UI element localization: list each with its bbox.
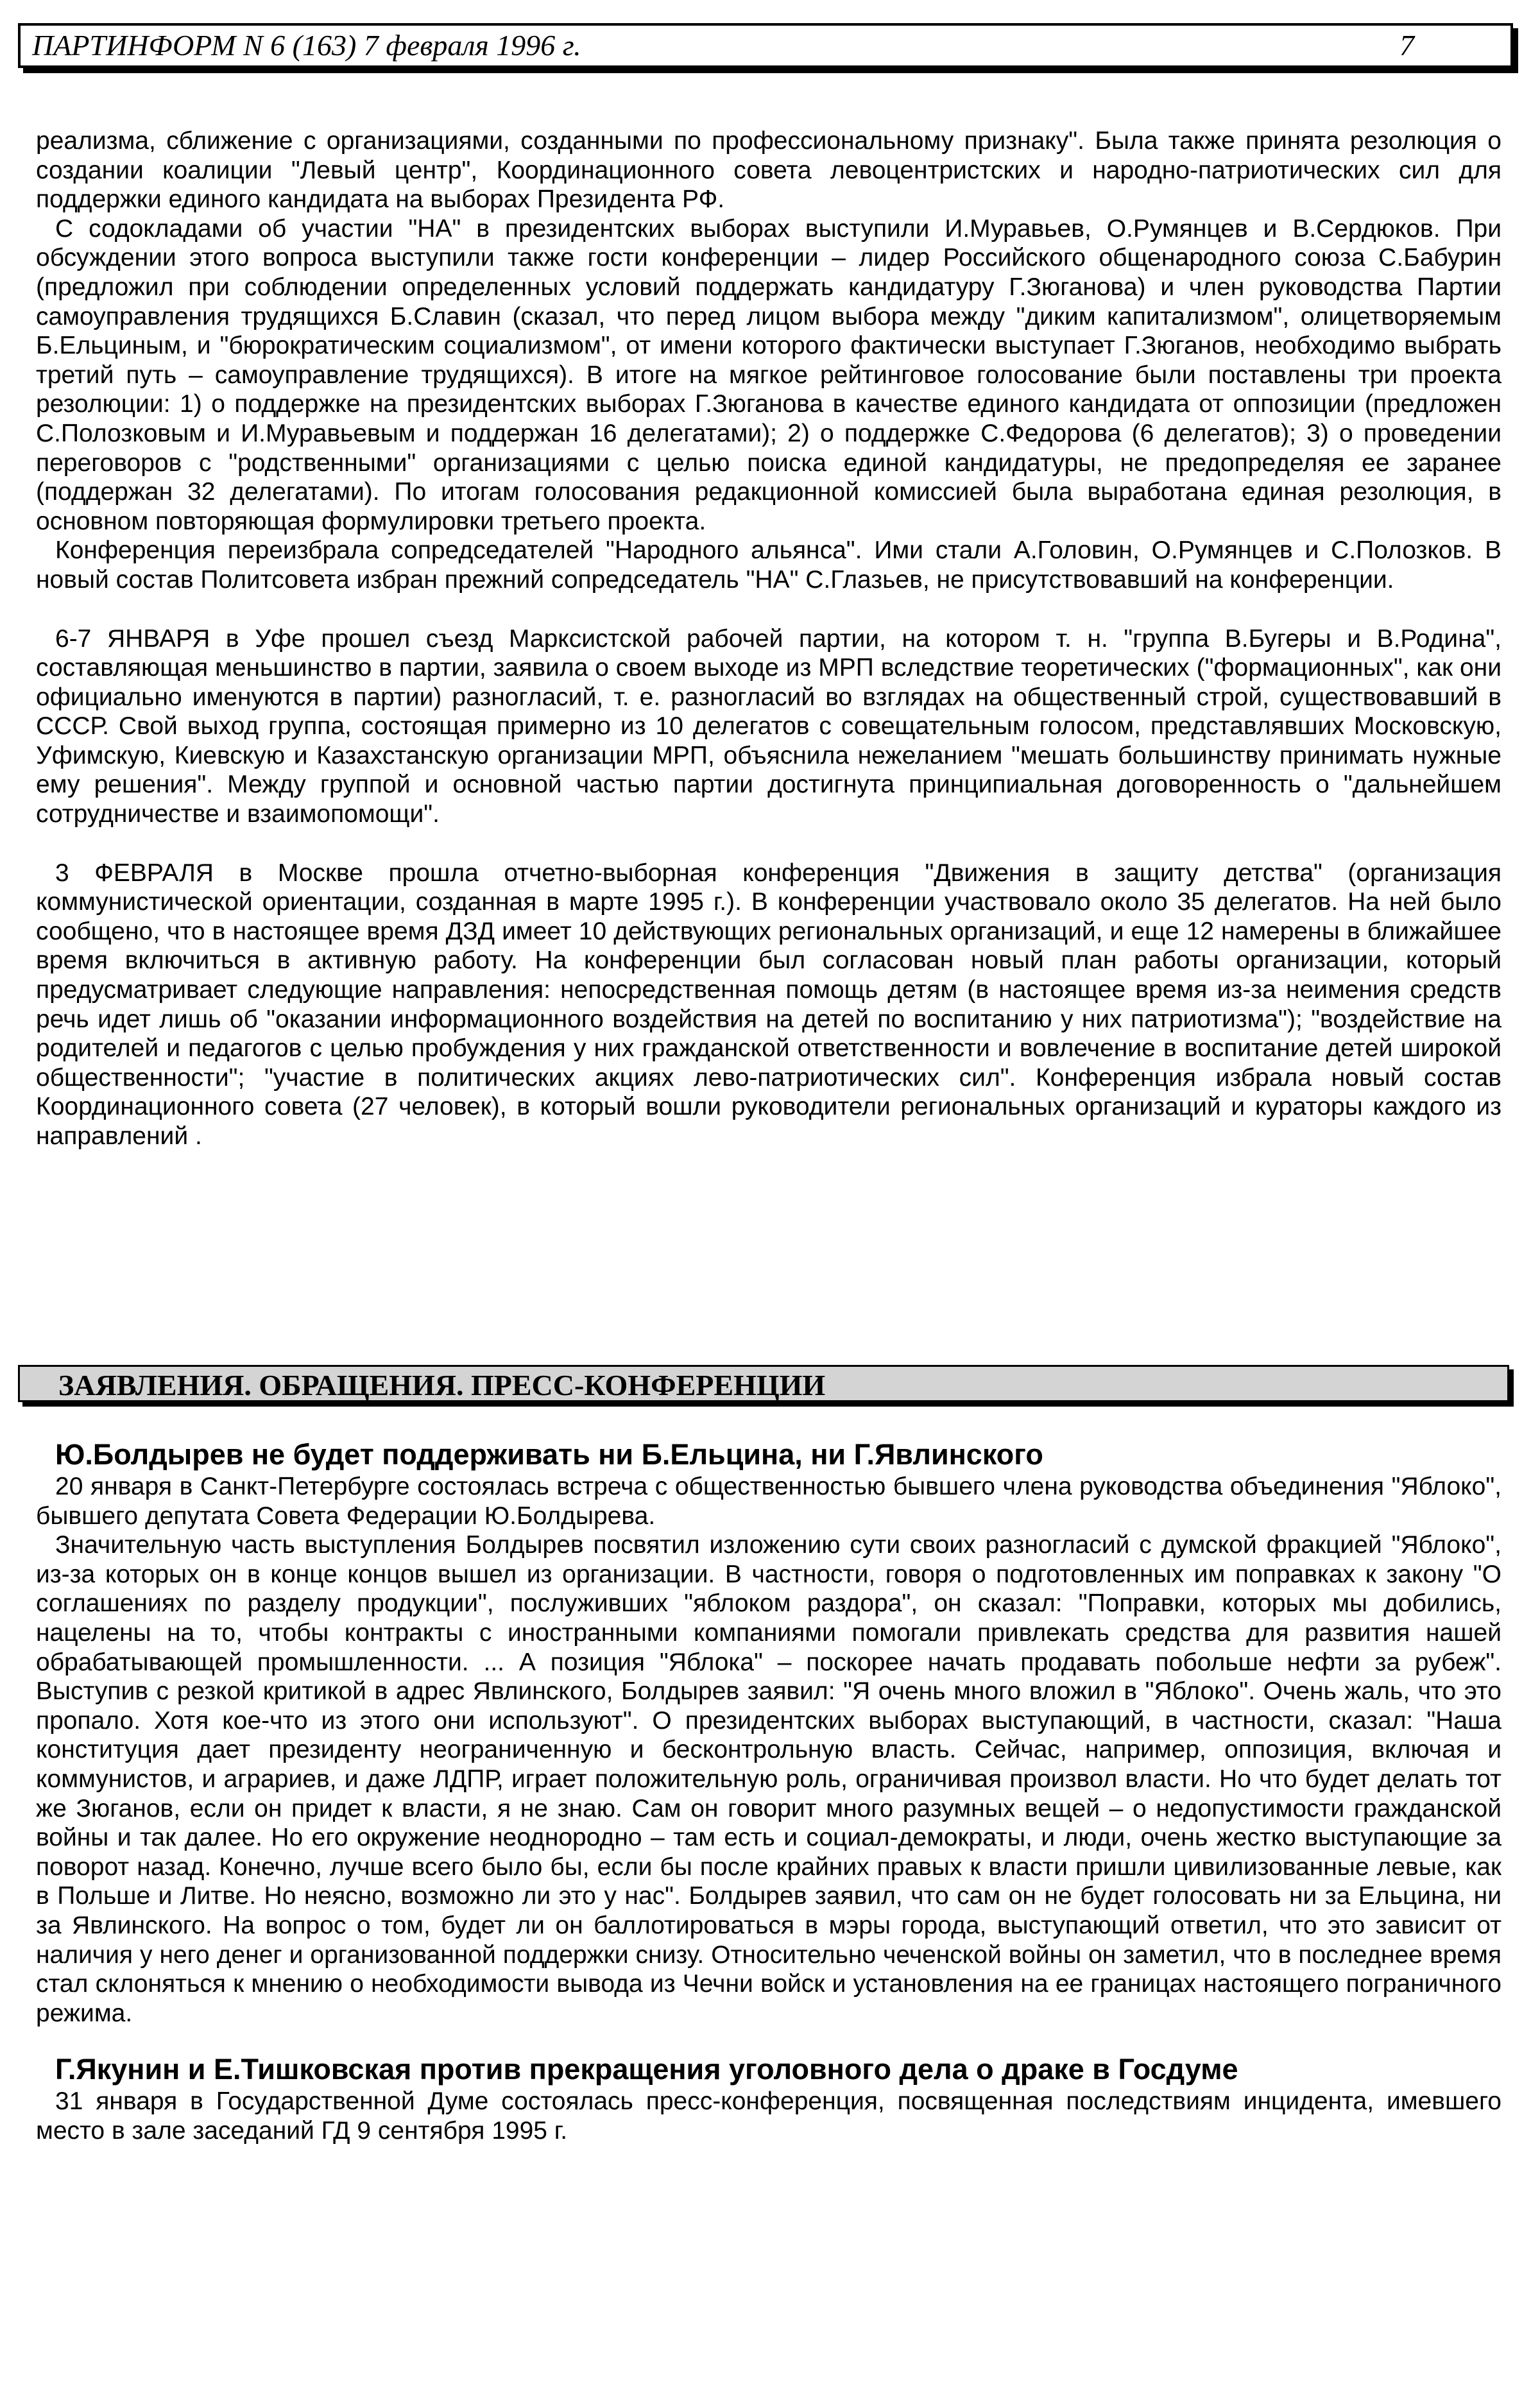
- publication-title: ПАРТИНФОРМ N 6 (163) 7 февраля 1996 г.: [32, 29, 581, 62]
- paragraph: 3 ФЕВРАЛЯ в Москве прошла отчетно-выборная конференция "Движения в защиту детства" (организация коммунистической ориентации, созданная в марте 1995 г.). В конференции участвовало около 35 делегатов. На ней было сообщено, что в настоящее время ДЗД имеет 10 действующих региональных организаций, и еще 12 намерены в ближайшее время включиться в активную работу. На конференции был согласован новый план работы организации, который предусматривает следующие направления: непосредственная помощь детям (в настоящее время из-за неимения средств речь идет лишь об "оказании информационного воздействия на детей по воспитанию у них патриотизма"); "воздействие на родителей и педагогов с целью пробуждения у них гражданской ответственности и вовлечение в воспитание детей широкой общественности"; "участие в политических акциях лево-патриотических сил". Конференция избрала новый состав Координационного совета (27 человек), в который вошли руководители региональных организаций и кураторы каждого из направлений .: [36, 859, 1502, 1150]
- article-headline: Г.Якунин и Е.Тишковская против прекращения уголовного дела о драке в Госдуме: [55, 2053, 1238, 2086]
- page-number: 7: [1399, 29, 1414, 62]
- page-header: [18, 23, 1513, 68]
- section-heading: ЗАЯВЛЕНИЯ. ОБРАЩЕНИЯ. ПРЕСС-КОНФЕРЕНЦИИ: [18, 1365, 1509, 1402]
- paragraph: Конференция переизбрала сопредседателей "Народного альянса". Ими стали А.Головин, О.Румянцев и С.Полозков. В новый состав Политсовета избран прежний сопредседатель "НА" С.Глазьев, не присутствовавший на конференции.: [36, 536, 1502, 594]
- articles: [36, 1437, 1502, 2145]
- paragraph: 31 января в Государственной Думе состоялась пресс-конференция, посвященная последствиям инцидента, имевшего место в зале заседаний ГД 9 сентября 1995 г.: [36, 2087, 1502, 2145]
- article-headline: Ю.Болдырев не будет поддерживать ни Б.Ельцина, ни Г.Явлинского: [55, 1438, 1043, 1471]
- paragraph: С содокладами об участии "НА" в президентских выборах выступили И.Муравьев, О.Румянцев и В.Сердюков. При обсуждении этого вопроса выступили также гости конференции – лидер Российского общенародного союза С.Бабурин (предложил при соблюдении определенных условий поддержать кандидатуру Г.Зюганова) и член руководства Партии самоуправления трудящихся Б.Славин (сказал, что перед лицом выбора между "диким капитализмом", олицетворяемым Б.Ельциным, и "бюрократическим социализмом", от имени которого фактически выступает Г.Зюганов, необходимо выбрать третий путь – самоуправление трудящихся). В итоге на мягкое рейтинговое голосование были поставлены три проекта резолюции: 1) о поддержке на президентских выборах Г.Зюганова в качестве единого кандидата от оппозиции (предложен С.Полозковым и И.Муравьевым и поддержан 16 делегатами); 2) о поддержке С.Федорова (6 делегатов); 3) о проведении переговоров с "родственными" организациями с целью поиска единой кандидатуры, не предопределяя ее заранее (поддержан 32 делегатами). По итогам голосования редакционной комиссией была выработана единая резолюция, в основном повторяющая формулировки третьего проекта.: [36, 214, 1502, 535]
- paragraph: Значительную часть выступления Болдырев посвятил изложению сути своих разногласий с думской фракцией "Яблоко", из-за которых он в конце концов вышел из организации. В частности, говоря о подготовленных им поправках к закону "О соглашениях по разделу продукции", послуживших "яблоком раздора", он сказал: "Поправки, которых мы добились, нацелены на то, чтобы контракты с иностранными компаниями помогали привлекать средства для развития нашей обрабатывающей промышленности. ... А позиция "Яблока" – поскорее начать продавать побольше нефти за рубеж". Выступив с резкой критикой в адрес Явлинского, Болдырев заявил: "Я очень много вложил в "Яблоко". Очень жаль, что это пропало. Хотя кое-что из этого они используют". О президентских выборах выступающий, в частности, сказал: "Наша конституция дает президенту неограниченную и бесконтрольную власть. Сейчас, например, оппозиция, включая и коммунистов, и аграриев, и даже ЛДПР, играет положительную роль, ограничивая произвол власти. Но что будет делать тот же Зюганов, если он придет к власти, я не знаю. Сам он говорит много разумных вещей – о недопустимости гражданской войны и так далее. Но его окружение неоднородно – там есть и социал-демократы, и люди, очень жестко выступающие за поворот назад. Конечно, лучше всего было бы, если бы после крайних правых к власти пришли цивилизованные левые, как в Польше и Литве. Но неясно, возможно ли это у нас". Болдырев заявил, что сам он не будет голосовать ни за Ельцина, ни за Явлинского. На вопрос о том, будет ли он баллотироваться в мэры города, выступающий ответил, что это зависит от наличия у него денег и организованной поддержки снизу. Относительно чеченской войны он заметил, что в последнее время стал склоняться к мнению о необходимости вывода из Чечни войск и установления на ее границах настоящего пограничного режима.: [36, 1531, 1502, 2027]
- paragraph: 20 января в Санкт-Петербурге состоялась встреча с общественностью бывшего члена руководства объединения "Яблоко", бывшего депутата Совета Федерации Ю.Болдырева.: [36, 1473, 1502, 1530]
- paragraph: 6-7 ЯНВАРЯ в Уфе прошел съезд Марксистской рабочей партии, на котором т. н. "группа В.Бугеры и В.Родина", составляющая меньшинство в партии, заявила о своем выходе из МРП вследствие теоретических ("формационных", как они официально именуются в партии) разногласий, т. е. разногласий во взглядах на общественный строй, существовавший в СССР. Свой выход группа, состоящая примерно из 10 делегатов с совещательным голосом, представлявших Московскую, Уфимскую, Киевскую и Казахстанскую организации МРП, объяснила нежеланием "мешать большинству принимать нужные ему решения". Между группой и основной частью партии достигнута принципиальная договоренность о "дальнейшем сотрудничестве и взаимопомощи".: [36, 624, 1502, 828]
- block-1: [36, 126, 1502, 1151]
- paragraph: реализма, сближение с организациями, созданными по профессиональному признаку". Была также принята резолюция о создании коалиции "Левый центр", Координационного совета левоцентристских и народно-патриотических сил для поддержки единого кандидата на выборах Президента РФ.: [36, 127, 1502, 214]
